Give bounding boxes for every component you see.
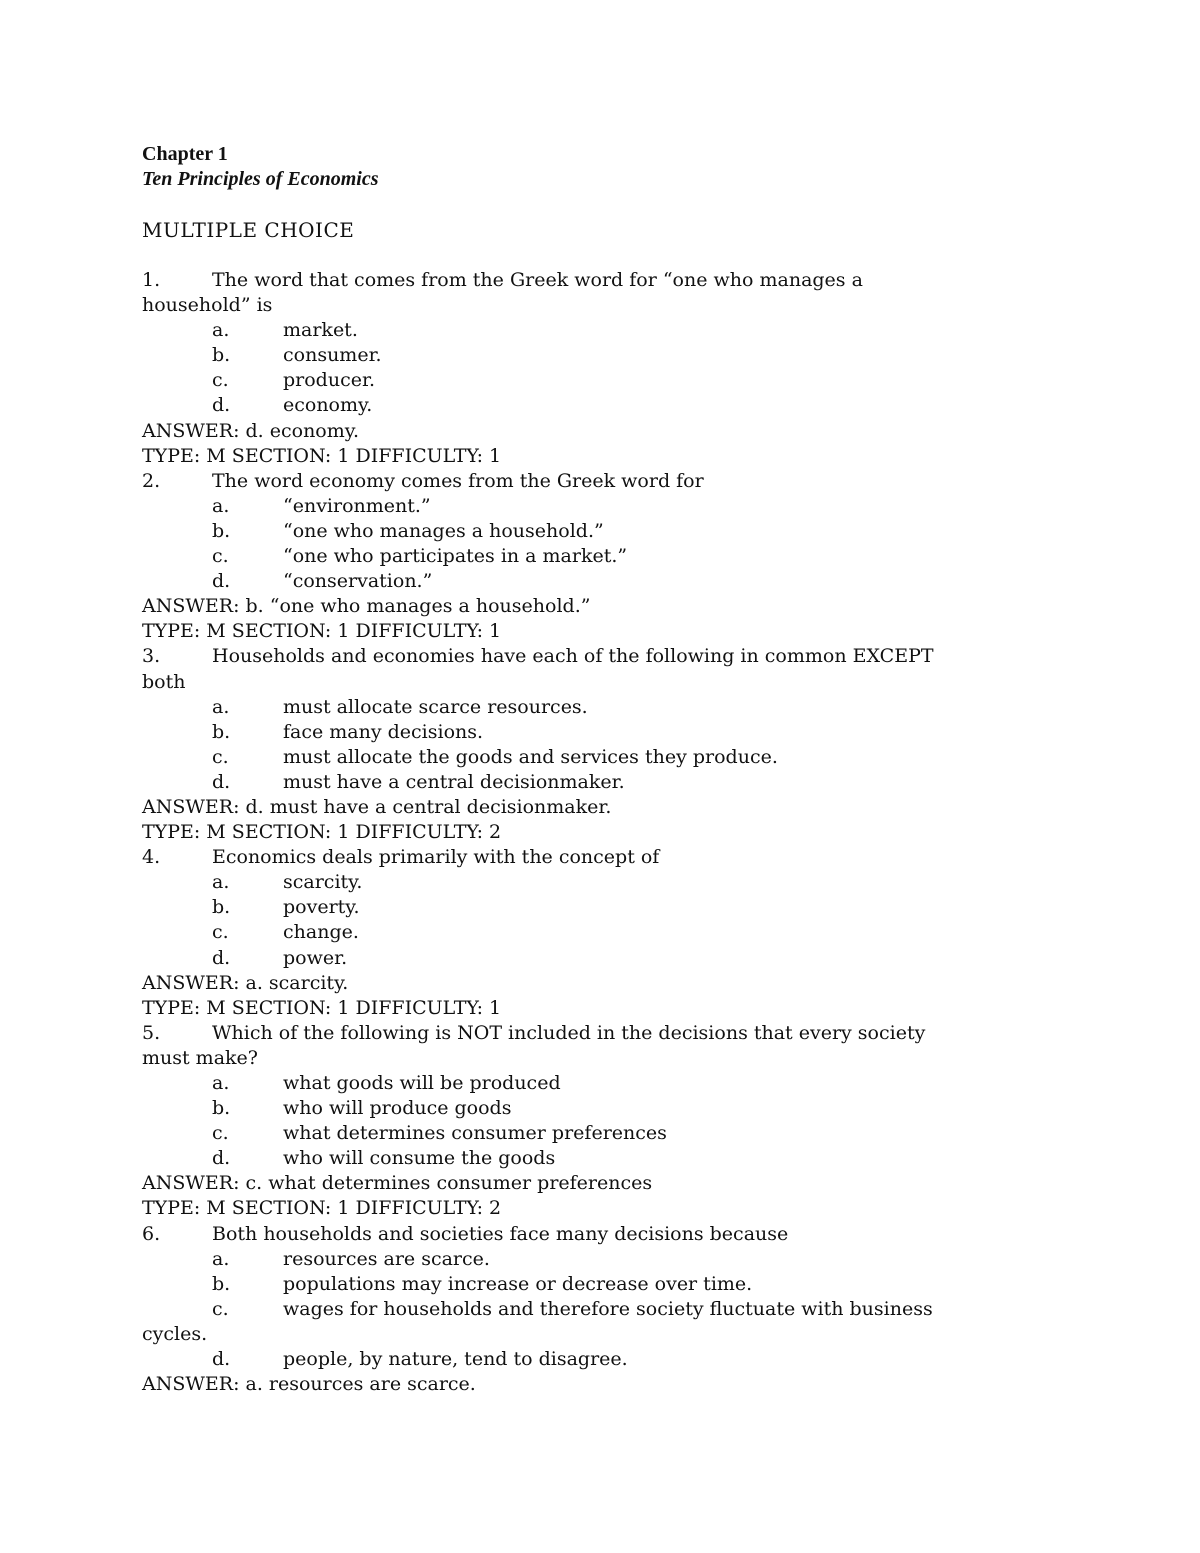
answer-option: [142, 393, 1042, 418]
answer-option: [142, 1071, 1042, 1096]
answer-option: [142, 569, 1042, 594]
option-letter: b.: [212, 896, 231, 919]
option-letter: d.: [212, 1348, 231, 1371]
option-text: “conservation.”: [283, 570, 433, 593]
question-text: must make?: [142, 1046, 258, 1069]
answer-option: [142, 1297, 1042, 1322]
question-stem-line: [142, 1222, 1042, 1247]
question-item: [142, 845, 1042, 1021]
option-letter: b.: [212, 720, 231, 743]
option-text: poverty.: [283, 896, 360, 919]
option-letter: d.: [212, 394, 231, 417]
option-letter: a.: [212, 871, 230, 894]
answer-option: [142, 1146, 1042, 1171]
question-text: The word that comes from the Greek word for “one who manages a: [212, 269, 863, 291]
option-text: what goods will be produced: [283, 1072, 561, 1094]
option-letter: d.: [212, 570, 231, 593]
question-meta: TYPE: M SECTION: 1 DIFFICULTY: 2: [142, 1197, 502, 1220]
answer-option: [142, 745, 1042, 770]
question-stem-line: [142, 1021, 1042, 1046]
option-text: face many decisions.: [283, 720, 484, 743]
answer-line: ANSWER: a. resources are scarce.: [142, 1373, 476, 1396]
option-letter: a.: [212, 1072, 230, 1094]
option-text: who will produce goods: [283, 1097, 512, 1120]
answer-option: [142, 519, 1042, 544]
option-letter: c.: [212, 1297, 229, 1320]
chapter-subtitle: Ten Principles of Economics: [142, 168, 379, 190]
question-number: 1.: [142, 269, 161, 291]
question-text: household” is: [142, 294, 273, 317]
answer-option: [142, 343, 1042, 368]
answer-line: ANSWER: d. must have a central decisionmaker.: [142, 795, 612, 818]
question-meta: TYPE: M SECTION: 1 DIFFICULTY: 1: [142, 444, 502, 467]
option-letter: a.: [212, 319, 230, 342]
answer-option: [142, 920, 1042, 945]
option-text: must allocate the goods and services they produce.: [283, 745, 778, 768]
question-stem-line: [142, 469, 1042, 494]
option-letter: d.: [212, 1147, 231, 1170]
option-letter: b.: [212, 519, 231, 542]
answer-option: [142, 1121, 1042, 1146]
answer-option: [142, 695, 1042, 720]
question-meta: TYPE: M SECTION: 1 DIFFICULTY: 2: [142, 821, 502, 844]
section-title: MULTIPLE CHOICE: [142, 218, 355, 242]
option-letter: b.: [212, 344, 231, 367]
answer-option: [142, 1096, 1042, 1121]
question-number: 5.: [142, 1021, 161, 1044]
question-stem-line: [142, 268, 1042, 293]
option-letter: d.: [212, 770, 231, 793]
option-text: scarcity.: [283, 871, 363, 894]
option-letter: c.: [212, 1122, 229, 1145]
question-stem-line: [142, 293, 1042, 318]
question-text: Both households and societies face many decisions because: [212, 1222, 789, 1245]
option-letter: c.: [212, 545, 229, 568]
answer-line: ANSWER: a. scarcity.: [142, 971, 349, 994]
option-letter: c.: [212, 369, 229, 392]
option-text-continuation: cycles.: [142, 1322, 208, 1345]
question-list: [142, 268, 1042, 1397]
question-item: [142, 469, 1042, 645]
option-text: consumer.: [283, 344, 382, 367]
answer-line: ANSWER: b. “one who manages a household.”: [142, 595, 591, 618]
option-letter: d.: [212, 946, 231, 969]
question-item: [142, 1021, 1042, 1222]
option-text: who will consume the goods: [283, 1147, 556, 1170]
option-text: economy.: [283, 394, 373, 417]
question-text: The word economy comes from the Greek word for: [212, 469, 704, 492]
answer-option: [142, 946, 1042, 971]
answer-line: ANSWER: d. economy.: [142, 419, 360, 442]
question-item: [142, 268, 1042, 469]
question-meta: TYPE: M SECTION: 1 DIFFICULTY: 1: [142, 620, 502, 643]
option-text: people, by nature, tend to disagree.: [283, 1348, 628, 1371]
answer-option: [142, 1272, 1042, 1297]
answer-option: [142, 770, 1042, 795]
answer-option: [142, 1347, 1042, 1372]
answer-line: ANSWER: c. what determines consumer preferences: [142, 1172, 653, 1195]
question-number: 4.: [142, 846, 161, 869]
option-text: wages for households and therefore society fluctuate with business: [283, 1297, 933, 1320]
answer-option: [142, 368, 1042, 393]
answer-option: [142, 544, 1042, 569]
question-item: [142, 644, 1042, 845]
option-text: power.: [283, 946, 348, 969]
question-meta: TYPE: M SECTION: 1 DIFFICULTY: 1: [142, 996, 502, 1019]
option-text: “one who participates in a market.”: [283, 545, 628, 568]
option-letter: b.: [212, 1272, 231, 1295]
option-text: what determines consumer preferences: [283, 1122, 667, 1145]
document-page: [142, 142, 1042, 1397]
option-text: populations may increase or decrease over time.: [283, 1272, 753, 1295]
question-stem-line: [142, 670, 1042, 695]
option-letter: a.: [212, 1247, 230, 1270]
option-text: producer.: [283, 369, 376, 392]
option-letter: b.: [212, 1097, 231, 1120]
answer-option: [142, 720, 1042, 745]
option-text: market.: [283, 319, 358, 342]
answer-option: [142, 1247, 1042, 1272]
option-text: must have a central decisionmaker.: [283, 770, 625, 793]
option-text: resources are scarce.: [283, 1247, 490, 1270]
answer-option: [142, 895, 1042, 920]
question-text: Economics deals primarily with the concept of: [212, 846, 660, 869]
question-stem-line: [142, 845, 1042, 870]
answer-option: [142, 494, 1042, 519]
question-number: 3.: [142, 645, 161, 668]
option-text: must allocate scarce resources.: [283, 695, 588, 718]
option-text: “environment.”: [283, 494, 431, 517]
question-item: [142, 1222, 1042, 1398]
option-text: change.: [283, 921, 359, 944]
question-stem-line: [142, 644, 1042, 669]
question-number: 6.: [142, 1222, 161, 1245]
question-text: Households and economies have each of the following in common EXCEPT: [212, 645, 934, 668]
option-letter: c.: [212, 745, 229, 768]
option-text: “one who manages a household.”: [283, 519, 604, 542]
option-letter: a.: [212, 494, 230, 517]
option-letter: a.: [212, 695, 230, 718]
question-number: 2.: [142, 469, 161, 492]
answer-option: [142, 870, 1042, 895]
answer-option: [142, 318, 1042, 343]
question-stem-line: [142, 1046, 1042, 1071]
question-text: Which of the following is NOT included in the decisions that every society: [212, 1021, 926, 1044]
question-text: both: [142, 670, 186, 693]
chapter-heading: Chapter 1: [142, 143, 228, 165]
option-letter: c.: [212, 921, 229, 944]
